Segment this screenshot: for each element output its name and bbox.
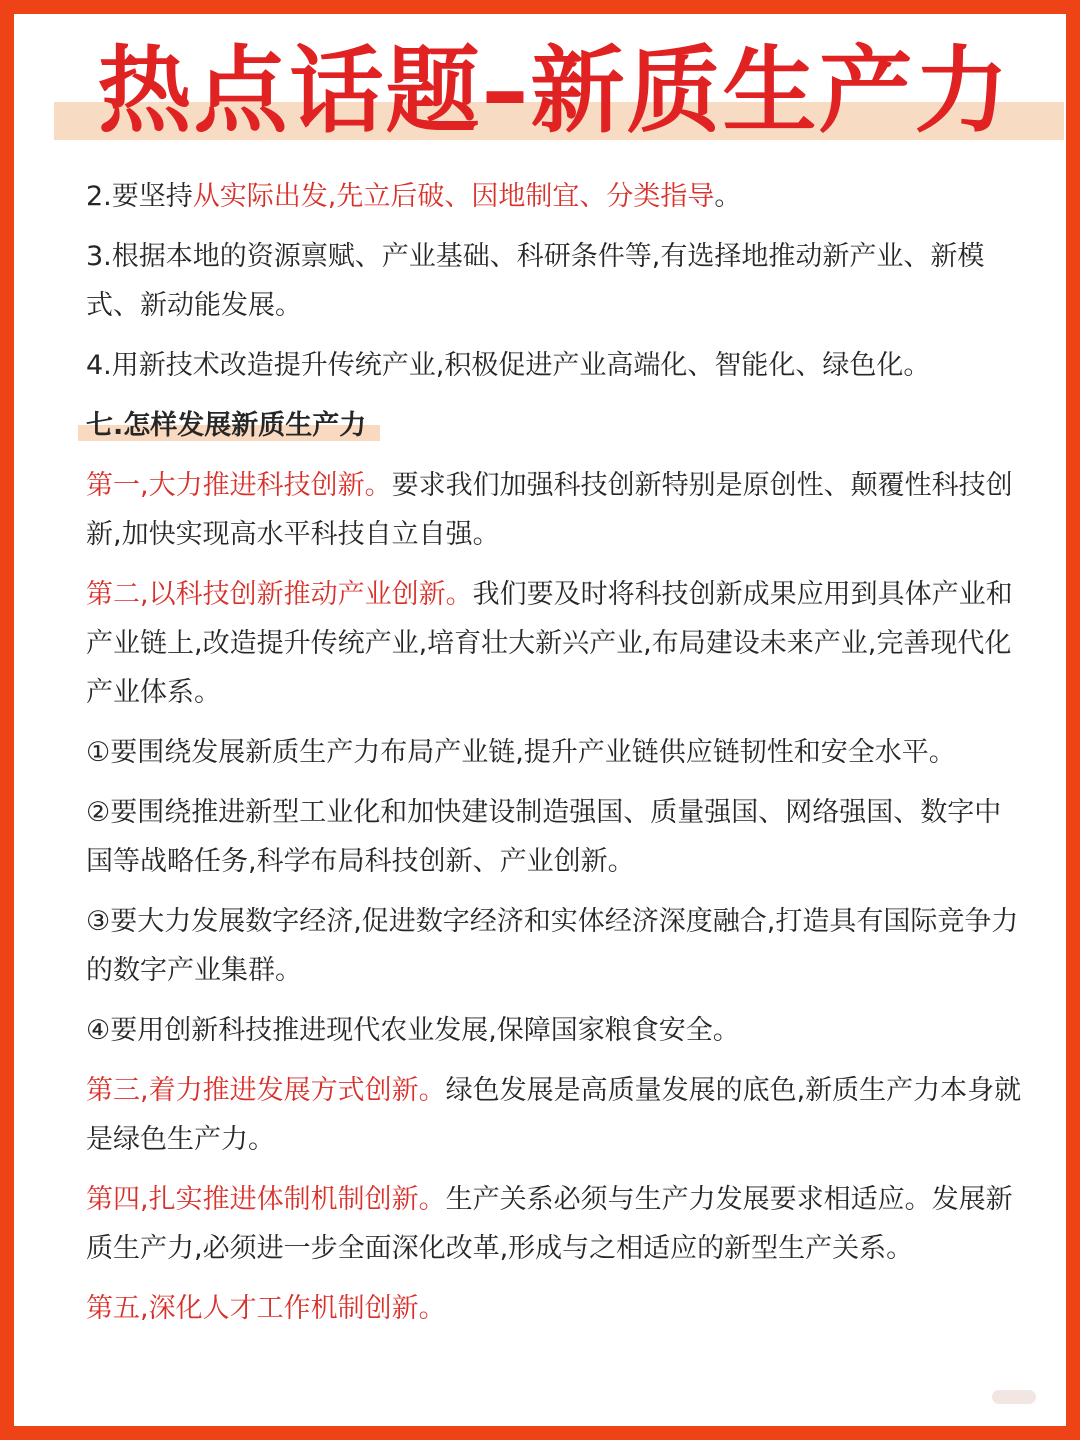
watermark <box>992 1390 1036 1404</box>
page-title: 热点话题–新质生产力 <box>97 37 1011 146</box>
point-paragraph: 第三,着力推进发展方式创新。绿色发展是高质量发展的底色,新质生产力本身就是绿色生产力。 <box>86 1075 1022 1155</box>
list-item: 3.根据本地的资源禀赋、产业基础、科研条件等,有选择地推动新产业、新模式、新动能发展。 <box>86 241 985 321</box>
list-item: 4.用新技术改造提升传统产业,积极促进产业高端化、智能化、绿色化。 <box>86 350 931 381</box>
point-paragraph: 第四,扎实推进体制机制创新。生产关系必须与生产力发展要求相适应。发展新质生产力,必须进一步全面深化改革,形成与之相适应的新型生产关系。 <box>86 1184 1013 1264</box>
article-body <box>86 172 1022 1344</box>
sub-point: ④要用创新科技推进现代农业发展,保障国家粮食安全。 <box>86 1015 740 1046</box>
point-paragraph: 第一,大力推进科技创新。要求我们加强科技创新特别是原创性、颠覆性科技创新,加快实现高水平科技自立自强。 <box>86 470 1013 550</box>
sub-point: ③要大力发展数字经济,促进数字经济和实体经济深度融合,打造具有国际竞争力的数字产业集群。 <box>86 906 1019 986</box>
title-block <box>38 32 1070 152</box>
point-paragraph: 第五,深化人才工作机制创新。 <box>86 1293 446 1324</box>
section-heading: 七.怎样发展新质生产力 <box>86 401 376 450</box>
point-paragraph: 第二,以科技创新推动产业创新。我们要及时将科技创新成果应用到具体产业和产业链上,改造提升传统产业,培育壮大新兴产业,布局建设未来产业,完善现代化产业体系。 <box>86 579 1013 708</box>
list-item: 2.要坚持从实际出发,先立后破、因地制宜、分类指导。 <box>86 181 742 212</box>
sub-point: ①要围绕发展新质生产力布局产业链,提升产业链供应链韧性和安全水平。 <box>86 737 956 768</box>
sub-point: ②要围绕推进新型工业化和加快建设制造强国、质量强国、网络强国、数字中国等战略任务,科学布局科技创新、产业创新。 <box>86 797 1002 877</box>
